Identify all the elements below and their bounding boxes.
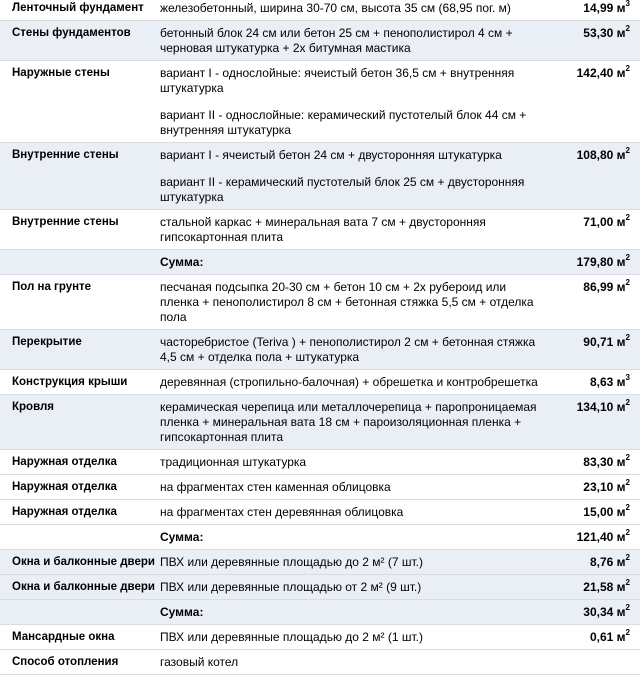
element-name <box>0 600 154 625</box>
table-row <box>0 450 640 475</box>
element-description <box>154 210 544 250</box>
element-name: Наружная отделка <box>0 500 154 525</box>
element-description <box>154 61 544 143</box>
description-paragraph: стальной каркас + минеральная вата 7 см + двусторонняя гипсокартонная плита <box>160 215 486 244</box>
sum-label: Сумма: <box>154 525 544 550</box>
table-row <box>0 61 640 143</box>
quantity-number: 8,63 м <box>589 375 626 389</box>
description-paragraph: традиционная штукатурка <box>160 455 307 469</box>
quantity-value <box>544 275 640 330</box>
sum-label: Сумма: <box>154 600 544 625</box>
quantity-number: 15,00 м <box>583 505 626 519</box>
description-paragraph: часторебристое (Teriva ) + пенополистирол 2 см + бетонная стяжка 4,5 см + отделка пола + штукатурка <box>160 335 536 364</box>
description-paragraph: ПВХ или деревянные площадью от 2 м² (9 шт.) <box>160 580 422 594</box>
quantity-value <box>544 450 640 475</box>
quantity-number: 30,34 м <box>583 605 626 619</box>
element-name: Наружная отделка <box>0 475 154 500</box>
quantity-value <box>544 61 640 143</box>
element-description <box>154 143 544 210</box>
table-row <box>0 500 640 525</box>
description-paragraph: вариант II - однослойные: керамический пустотелый блок 44 см + внутренняя штукатурка <box>160 108 527 137</box>
quantity-number: 134,10 м <box>576 400 626 414</box>
unit-exponent: 2 <box>625 478 630 487</box>
unit-exponent: 2 <box>625 528 630 537</box>
element-description <box>154 500 544 525</box>
table-row <box>0 330 640 370</box>
element-name: Наружная отделка <box>0 450 154 475</box>
unit-exponent: 3 <box>625 373 630 382</box>
unit-exponent: 2 <box>625 278 630 287</box>
table-row <box>0 210 640 250</box>
element-name: Конструкция крыши <box>0 370 154 395</box>
quantity-value <box>544 525 640 550</box>
unit-exponent: 2 <box>625 628 630 637</box>
table-row <box>0 0 640 21</box>
quantity-value <box>544 625 640 650</box>
unit-exponent: 2 <box>625 453 630 462</box>
unit-exponent: 2 <box>625 253 630 262</box>
quantity-value <box>544 330 640 370</box>
sum-row <box>0 600 640 625</box>
quantity-number: 142,40 м <box>576 66 626 80</box>
quantity-value <box>544 550 640 575</box>
table-row <box>0 650 640 675</box>
element-description <box>154 450 544 475</box>
quantity-number: 23,10 м <box>583 480 626 494</box>
element-description <box>154 0 544 21</box>
description-paragraph: железобетонный, ширина 30-70 см, высота 35 см (68,95 пог. м) <box>160 1 511 15</box>
quantity-value <box>544 370 640 395</box>
table-row <box>0 575 640 600</box>
quantity-number: 21,58 м <box>583 580 626 594</box>
element-name: Мансардные окна <box>0 625 154 650</box>
description-paragraph: вариант I - ячеистый бетон 24 см + двусторонняя штукатурка <box>160 148 502 162</box>
description-paragraph: газовый котел <box>160 655 239 669</box>
element-description <box>154 575 544 600</box>
element-description <box>154 550 544 575</box>
unit-exponent: 2 <box>625 213 630 222</box>
element-name: Пол на грунте <box>0 275 154 330</box>
quantity-number: 0,61 м <box>589 630 626 644</box>
description-paragraph: керамическая черепица или металлочерепица + паропроницаемая пленка + минеральная вата 18 см + пароизоляционная пленка + гипсокартонная плита <box>160 400 537 444</box>
quantity-number: 108,80 м <box>576 148 626 162</box>
element-description <box>154 650 544 675</box>
description-paragraph: на фрагментах стен каменная облицовка <box>160 480 391 494</box>
quantity-value <box>544 143 640 210</box>
element-name: Перекрытие <box>0 330 154 370</box>
quantity-number: 71,00 м <box>583 215 626 229</box>
quantity-value <box>544 250 640 275</box>
sum-row <box>0 250 640 275</box>
quantity-value <box>544 500 640 525</box>
element-description <box>154 370 544 395</box>
description-paragraph: бетонный блок 24 см или бетон 25 см + пенополистирол 4 см + черновая штукатурка + 2х битумная мастика <box>160 26 513 55</box>
unit-exponent: 2 <box>625 503 630 512</box>
unit-exponent: 2 <box>625 553 630 562</box>
sum-row <box>0 525 640 550</box>
quantity-value <box>544 21 640 61</box>
element-description <box>154 395 544 450</box>
unit-exponent: 2 <box>625 146 630 155</box>
element-description <box>154 625 544 650</box>
description-paragraph: деревянная (стропильно-балочная) + обрешетка и контробрешетка <box>160 375 538 389</box>
element-name <box>0 250 154 275</box>
quantity-value <box>544 395 640 450</box>
table-row <box>0 550 640 575</box>
element-name: Окна и балконные двери <box>0 550 154 575</box>
quantity-value <box>544 0 640 21</box>
description-paragraph: на фрагментах стен деревянная облицовка <box>160 505 404 519</box>
element-description <box>154 330 544 370</box>
quantity-number: 83,30 м <box>583 455 626 469</box>
element-name: Способ отопления <box>0 650 154 675</box>
element-name: Внутренние стены <box>0 210 154 250</box>
element-name: Внутренние стены <box>0 143 154 210</box>
description-paragraph: вариант I - однослойные: ячеистый бетон 36,5 см + внутренняя штукатурка <box>160 66 515 95</box>
quantity-value <box>544 210 640 250</box>
unit-exponent: 2 <box>625 398 630 407</box>
description-paragraph: ПВХ или деревянные площадью до 2 м² (7 шт.) <box>160 555 423 569</box>
quantity-value <box>544 650 640 675</box>
quantity-number: 121,40 м <box>576 530 626 544</box>
element-name: Наружные стены <box>0 61 154 143</box>
table-row <box>0 475 640 500</box>
description-paragraph: песчаная подсыпка 20-30 см + бетон 10 см + 2х рубероид или пленка + пенополистирол 8 см + бетонная стяжка 5,5 см + отделка пола <box>160 280 534 324</box>
sum-label: Сумма: <box>154 250 544 275</box>
quantity-number: 8,76 м <box>589 555 626 569</box>
unit-exponent: 2 <box>625 24 630 33</box>
description-paragraph: ПВХ или деревянные площадью до 2 м² (1 шт.) <box>160 630 423 644</box>
table-row <box>0 275 640 330</box>
table-row <box>0 395 640 450</box>
table-row <box>0 625 640 650</box>
quantity-number: 53,30 м <box>583 26 626 40</box>
quantity-number: 86,99 м <box>583 280 626 294</box>
element-name: Кровля <box>0 395 154 450</box>
element-description <box>154 21 544 61</box>
quantity-value <box>544 575 640 600</box>
unit-exponent: 2 <box>625 64 630 73</box>
quantity-value <box>544 600 640 625</box>
unit-exponent: 2 <box>625 603 630 612</box>
description-paragraph: вариант II - керамический пустотелый блок 25 см + двусторонняя штукатурка <box>160 175 525 204</box>
element-name: Стены фундаментов <box>0 21 154 61</box>
table-row <box>0 21 640 61</box>
unit-exponent: 2 <box>625 333 630 342</box>
table-row <box>0 370 640 395</box>
table-row <box>0 143 640 210</box>
element-description <box>154 475 544 500</box>
element-name: Окна и балконные двери <box>0 575 154 600</box>
quantity-value <box>544 475 640 500</box>
quantity-number: 90,71 м <box>583 335 626 349</box>
unit-exponent: 3 <box>625 0 630 8</box>
quantity-number: 179,80 м <box>576 255 626 269</box>
unit-exponent: 2 <box>625 578 630 587</box>
element-description <box>154 275 544 330</box>
element-name: Ленточный фундамент <box>0 0 154 21</box>
quantity-number: 14,99 м <box>583 1 626 15</box>
element-name <box>0 525 154 550</box>
